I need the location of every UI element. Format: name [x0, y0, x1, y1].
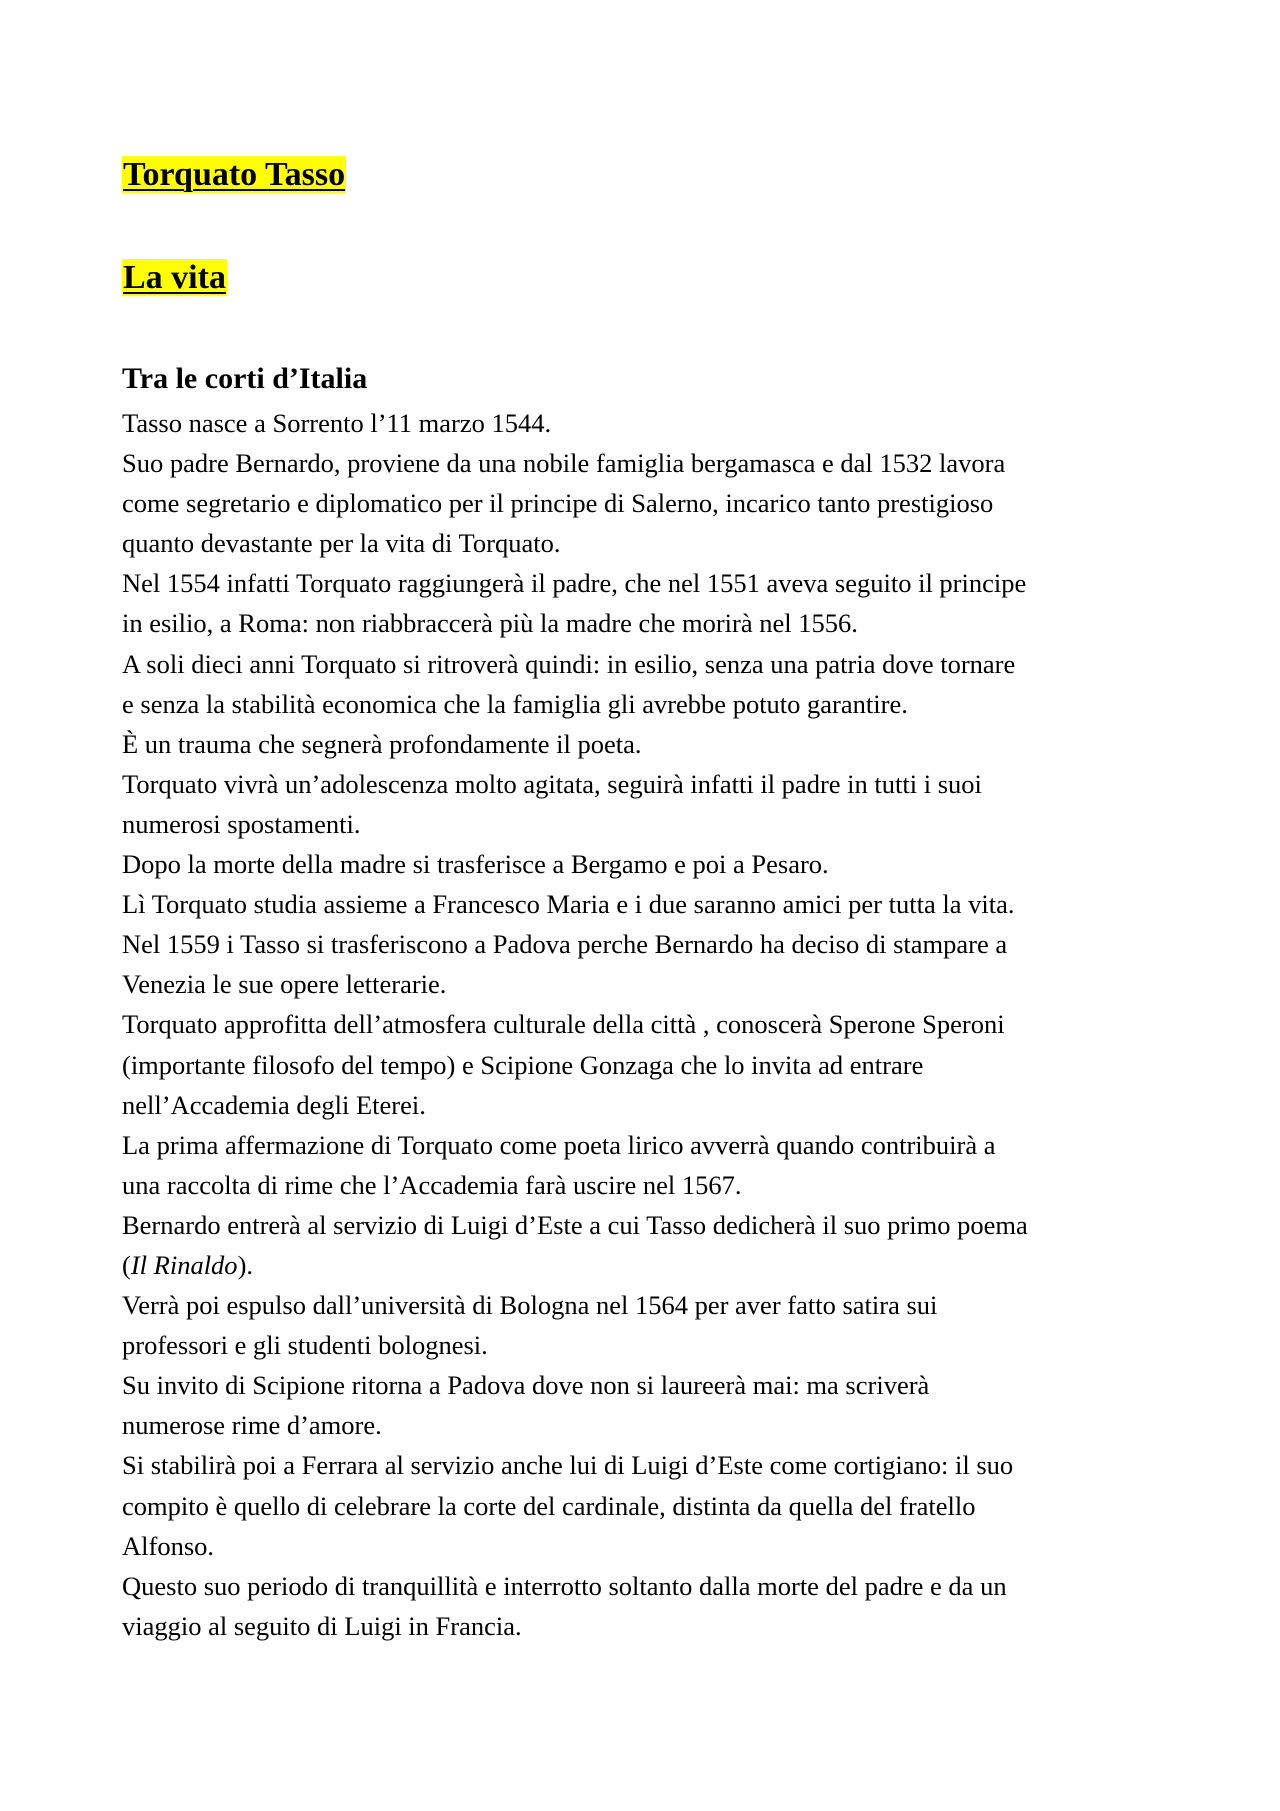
text-line: Torquato vivrà un’adolescenza molto agitata, seguirà infatti il padre in tutti i suoi — [122, 768, 982, 799]
text-line: Lì Torquato studia assieme a Francesco Maria e i due saranno amici per tutta la vita. — [122, 889, 1015, 920]
text-line: in esilio, a Roma: non riabbraccerà più la madre che morirà nel 1556. — [122, 608, 858, 639]
text-line: nell’Accademia degli Eterei. — [122, 1089, 426, 1120]
section-title-text: La vita — [123, 259, 226, 296]
text-line: Tasso nasce a Sorrento l’11 marzo 1544. — [122, 408, 552, 438]
section-title — [122, 258, 227, 298]
text-line: Verrà poi espulso dall’università di Bologna nel 1564 per aver fatto satira sui — [122, 1290, 938, 1321]
text-line: La prima affermazione di Torquato come poeta lirico avverrà quando contribuirà a — [122, 1129, 996, 1160]
text-line: compito è quello di celebrare la corte del cardinale, distinta da quella del fratello — [122, 1490, 976, 1521]
text-line: una raccolta di rime che l’Accademia farà uscire nel 1567. — [122, 1169, 742, 1200]
text-line: Venezia le sue opere letterarie. — [122, 969, 447, 1000]
text-line: Alfonso. — [122, 1530, 215, 1561]
rinaldo-line — [122, 1245, 1172, 1285]
document-title — [122, 155, 346, 195]
text-line: Questo suo periodo di tranquillità e interrotto soltanto dalla morte del padre e da un — [122, 1570, 1007, 1601]
subsection-heading: Tra le corti d’Italia — [122, 362, 368, 395]
body-text — [122, 403, 1172, 1646]
text-line: come segretario e diplomatico per il principe di Salerno, incarico tanto prestigioso — [122, 488, 994, 519]
work-title-italic: Il Rinaldo — [130, 1249, 238, 1280]
text-line: Torquato approfitta dell’atmosfera culturale della città , conoscerà Sperone Speroni — [122, 1009, 1005, 1040]
text-line: A soli dieci anni Torquato si ritroverà quindi: in esilio, senza una patria dove tornare — [122, 648, 1016, 679]
text-line: Si stabilirà poi a Ferrara al servizio anche lui di Luigi d’Este come cortigiano: il suo — [122, 1450, 1014, 1481]
text-line: È un trauma che segnerà profondamente il poeta. — [122, 728, 642, 759]
text-line: viaggio al seguito di Luigi in Francia. — [122, 1610, 522, 1641]
text-line: numerosi spostamenti. — [122, 808, 361, 839]
text-line: e senza la stabilità economica che la famiglia gli avrebbe potuto garantire. — [122, 688, 908, 719]
paren-open: ( — [122, 1249, 131, 1280]
text-line: Nel 1559 i Tasso si trasferiscono a Padova perche Bernardo ha deciso di stampare a — [122, 929, 1008, 960]
text-line: numerose rime d’amore. — [122, 1410, 382, 1441]
text-line: professori e gli studenti bolognesi. — [122, 1330, 488, 1361]
text-line: Nel 1554 infatti Torquato raggiungerà il padre, che nel 1551 aveva seguito il principe — [122, 568, 1027, 599]
document-title-text: Torquato Tasso — [123, 156, 346, 193]
paren-close: ). — [237, 1249, 254, 1280]
text-line: Su invito di Scipione ritorna a Padova dove non si laureerà mai: ma scriverà — [122, 1370, 930, 1401]
text-line: quanto devastante per la vita di Torquato. — [122, 528, 561, 559]
text-line: Dopo la morte della madre si trasferisce a Bergamo e poi a Pesaro. — [122, 849, 829, 880]
text-line: Suo padre Bernardo, proviene da una nobile famiglia bergamasca e dal 1532 lavora — [122, 448, 1006, 479]
text-line: Bernardo entrerà al servizio di Luigi d’Este a cui Tasso dedicherà il suo primo poema — [122, 1209, 1028, 1240]
text-line: (importante filosofo del tempo) e Scipione Gonzaga che lo invita ad entrare — [122, 1049, 924, 1080]
